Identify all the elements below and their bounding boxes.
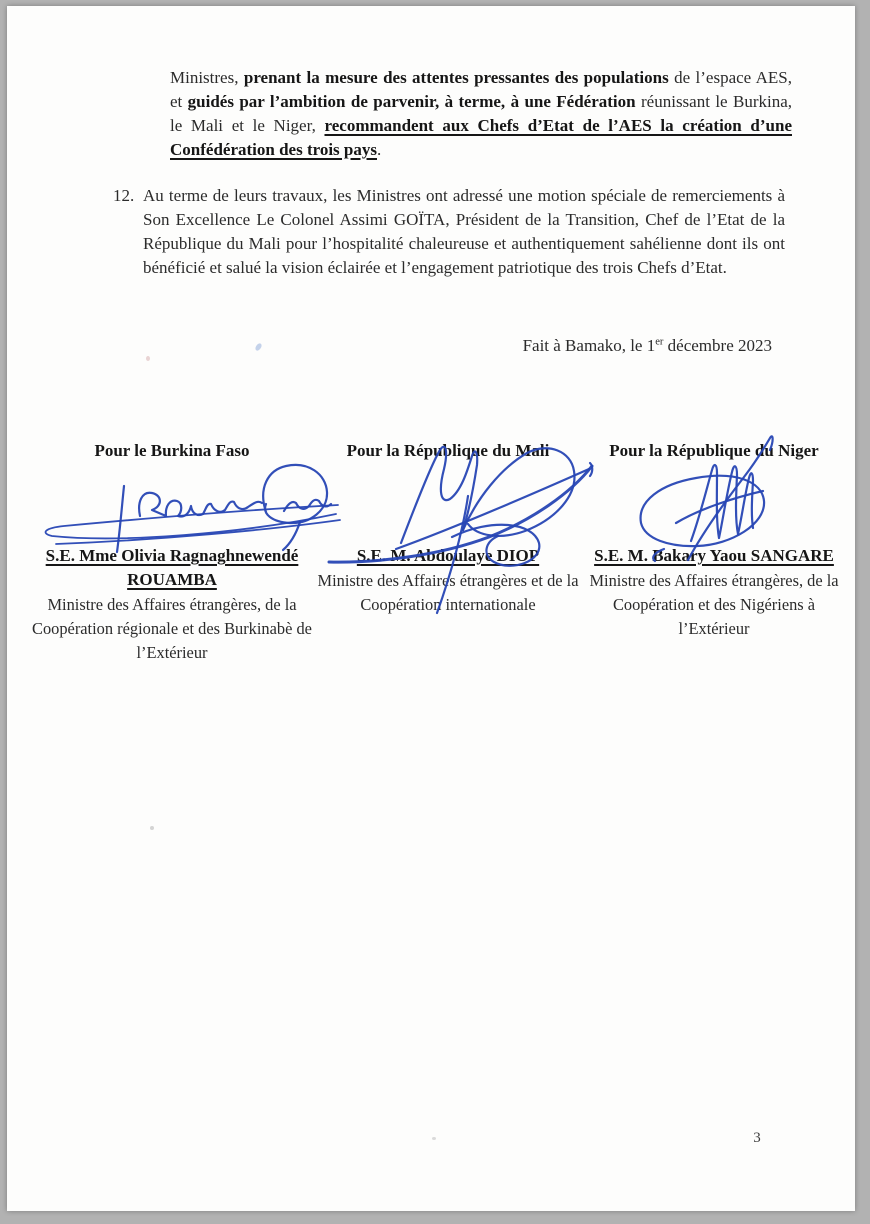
paragraph-12 <box>113 184 785 280</box>
signature-column-niger <box>580 440 848 641</box>
page-number: 3 <box>753 1130 761 1146</box>
dateline: Fait à Bamako, le 1er décembre 2023 <box>522 336 772 355</box>
scan-speck <box>150 826 154 830</box>
signatory-title-rouamba: Ministre des Affaires étrangères, de la Coopération régionale et des Burkinabè de l’Extérieur <box>32 595 312 662</box>
signatory-name-rouamba: S.E. Mme Olivia Ragnaghnewendé ROUAMBA <box>45 546 299 589</box>
signatory-name-sangare: S.E. M. Bakary Yaou SANGARE <box>594 546 834 565</box>
paragraph-intro: Ministres, prenant la mesure des attentes pressantes des populations de l’espace AES, et guidés par l’ambition de parvenir, à terme, à une Fédération réunissant le Burkina, le Mali et le Niger, recommandent aux Chefs d’Etat de l’AES la création d’une Confédération des trois pays. <box>170 68 793 159</box>
country-heading-burkina-faso: Pour le Burkina Faso <box>94 441 250 460</box>
signature-column-mali <box>312 440 584 617</box>
scan-speck <box>432 1137 436 1140</box>
signatory-title-sangare: Ministre des Affaires étrangères, de la Coopération et des Nigériens à l’Extérieur <box>589 571 839 638</box>
country-heading-mali: Pour la République du Mali <box>346 441 550 460</box>
country-heading-niger: Pour la République du Niger <box>609 441 819 460</box>
list-item-number: 12. <box>113 186 135 205</box>
scan-speck <box>146 356 150 361</box>
signatory-title-diop: Ministre des Affaires étrangères et de la Coopération internationale <box>317 571 579 614</box>
signature-column-burkina-faso <box>20 440 324 665</box>
signatory-name-diop: S.E. M. Abdoulaye DIOP <box>356 546 540 565</box>
paragraph-12-text: Au terme de leurs travaux, les Ministres ont adressé une motion spéciale de remerciements à Son Excellence Le Colonel Assimi GOÏTA, Président de la Transition, Chef de l’Etat de la République du Mali pour l’hospitalité chaleureuse et authentiquement sahélienne dont ils ont bénéficié et salué la vision éclairée et l’engagement patriotique des trois Chefs d’Etat. <box>143 186 785 277</box>
